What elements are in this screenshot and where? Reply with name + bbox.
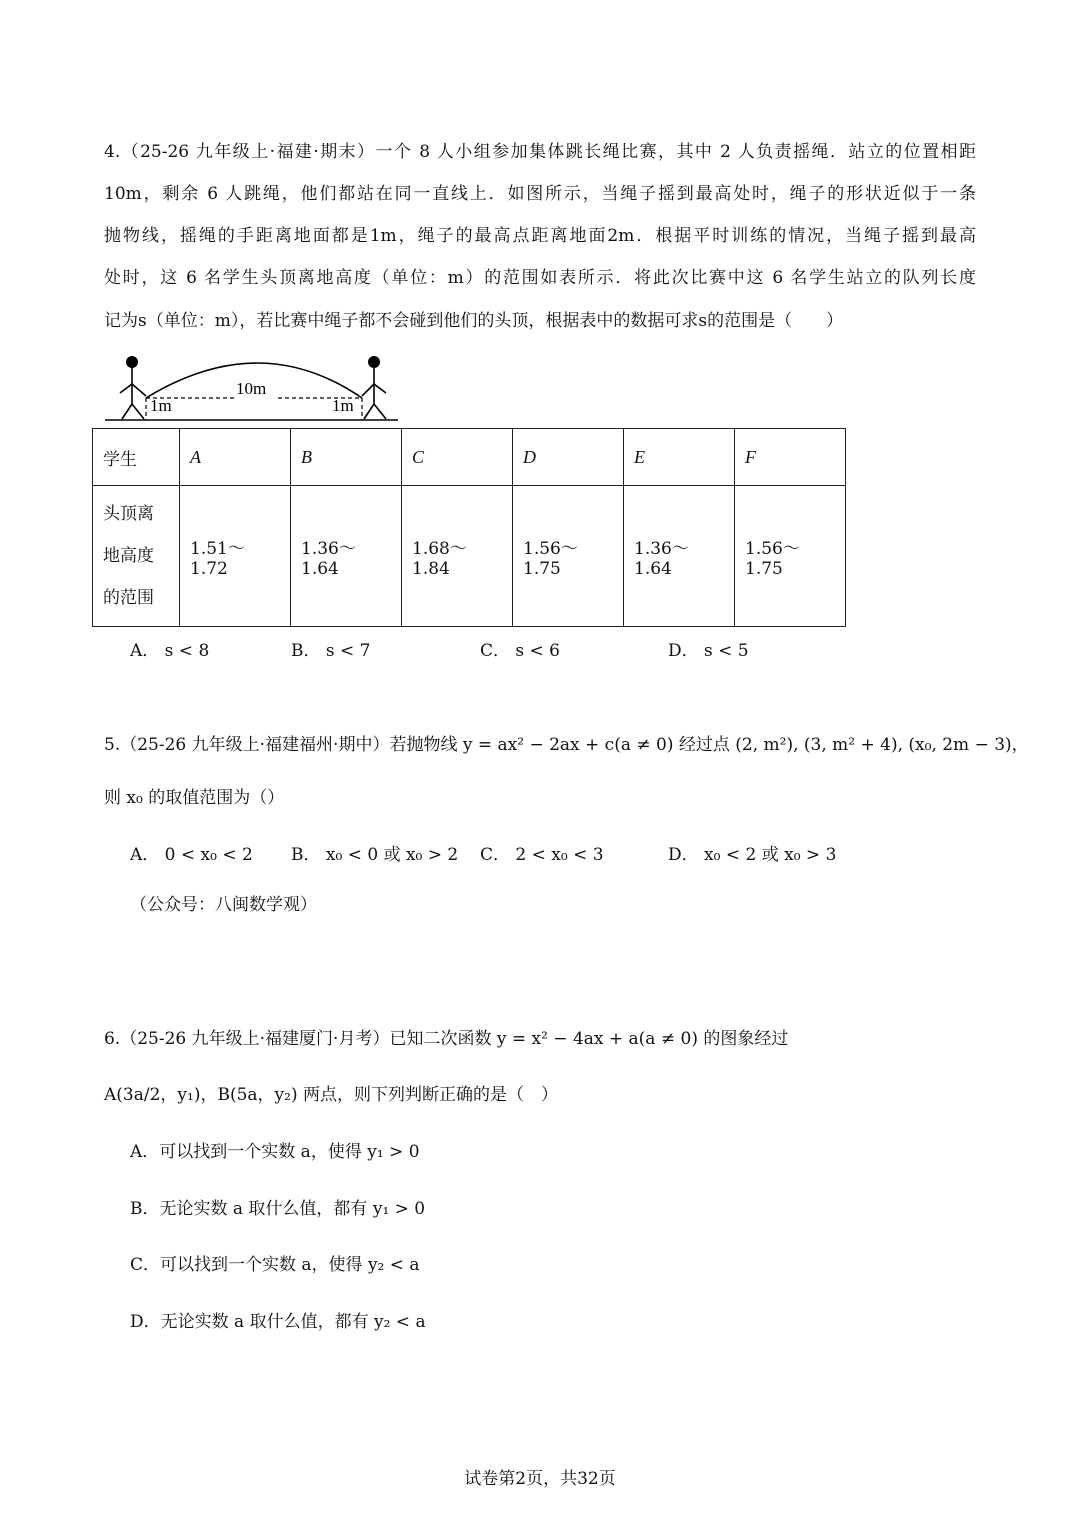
- q4-line: 4.（25-26 九年级上·福建·期末）一个 8 人小组参加集体跳长绳比赛，其中 2 人负责摇绳．站立的位置相距: [104, 142, 976, 162]
- table-cell: 1.36～1.64: [624, 486, 735, 627]
- dashed-lines: [146, 398, 362, 420]
- option-d: D． s < 5: [668, 641, 749, 661]
- option-c: C．可以找到一个实数 a，使得 y₂ < a: [130, 1255, 420, 1275]
- distance-label: 10m: [236, 379, 267, 398]
- q4-line: 10m，剩余 6 人跳绳，他们都站在同一直线上．如图所示，当绳子摇到最高处时，绳子的形状近似于一条: [104, 184, 976, 204]
- table-cell: 1.56～1.75: [513, 486, 624, 627]
- option-a: A．可以找到一个实数 a，使得 y₁ > 0: [130, 1142, 420, 1162]
- table-cell: 1.56～1.75: [735, 486, 846, 627]
- right-person-icon: [362, 368, 386, 419]
- q5-line: 5.（25-26 九年级上·福建福州·期中）若抛物线 y = ax² − 2ax + c(a ≠ 0) 经过点 (2, m²), (3, m² + 4), (x₀, 2m − 3)，: [104, 735, 1029, 755]
- q5-line: 则 x₀ 的取值范围为（）: [104, 788, 285, 808]
- left-height-label: 1m: [150, 396, 172, 415]
- table-cell: 1.36～1.64: [291, 486, 402, 627]
- table-row: [93, 486, 846, 627]
- option-b: B． x₀ < 0 或 x₀ > 2: [291, 845, 459, 865]
- table-header-cell: C: [402, 429, 513, 486]
- q4-line: 抛物线，摇绳的手距离地面都是1m，绳子的最高点距离地面2m．根据平时训练的情况，当绳子摇到最高: [104, 226, 976, 246]
- table-header-cell: E: [624, 429, 735, 486]
- table-header-cell: D: [513, 429, 624, 486]
- option-d: D． x₀ < 2 或 x₀ > 3: [668, 845, 837, 865]
- option-b: B．无论实数 a 取什么值，都有 y₁ > 0: [130, 1199, 426, 1219]
- table-header-cell: F: [735, 429, 846, 486]
- table-row: [93, 429, 846, 486]
- q4-line: 记为s（单位：m），若比赛中绳子都不会碰到他们的头顶，根据表中的数据可求s的范围是（ ）: [104, 311, 844, 331]
- height-table: [92, 428, 846, 627]
- option-d: D．无论实数 a 取什么值，都有 y₂ < a: [130, 1312, 426, 1332]
- source-note: （公众号：八闽数学观）: [130, 895, 317, 915]
- table-cell: 1.68～1.84: [402, 486, 513, 627]
- right-height-label: 1m: [332, 396, 354, 415]
- table-header-cell: 学生: [93, 429, 180, 486]
- page-footer: 试卷第2页，共32页: [464, 1469, 616, 1489]
- table-cell: 1.51～1.72: [180, 486, 291, 627]
- option-a: A． s < 8: [130, 641, 210, 661]
- q6-line: A(3a/2，y₁)，B(5a，y₂) 两点，则下列判断正确的是（ ）: [104, 1085, 558, 1105]
- table-header-cell: A: [180, 429, 291, 486]
- rope-figure: [100, 348, 400, 424]
- table-header-cell: B: [291, 429, 402, 486]
- table-row-label: 头顶离 地高度 的范围: [93, 486, 180, 627]
- option-c: C． s < 6: [480, 641, 561, 661]
- q4-line: 处时，这 6 名学生头顶离地高度（单位：m）的范围如表所示．将此次比赛中这 6 名学生站立的队列长度: [104, 268, 976, 288]
- q6-line: 6.（25-26 九年级上·福建厦门·月考）已知二次函数 y = x² − 4ax + a(a ≠ 0) 的图象经过: [104, 1029, 789, 1049]
- option-a: A． 0 < x₀ < 2: [130, 845, 253, 865]
- option-b: B． s < 7: [291, 641, 371, 661]
- option-c: C． 2 < x₀ < 3: [480, 845, 604, 865]
- left-person-icon: [120, 368, 146, 419]
